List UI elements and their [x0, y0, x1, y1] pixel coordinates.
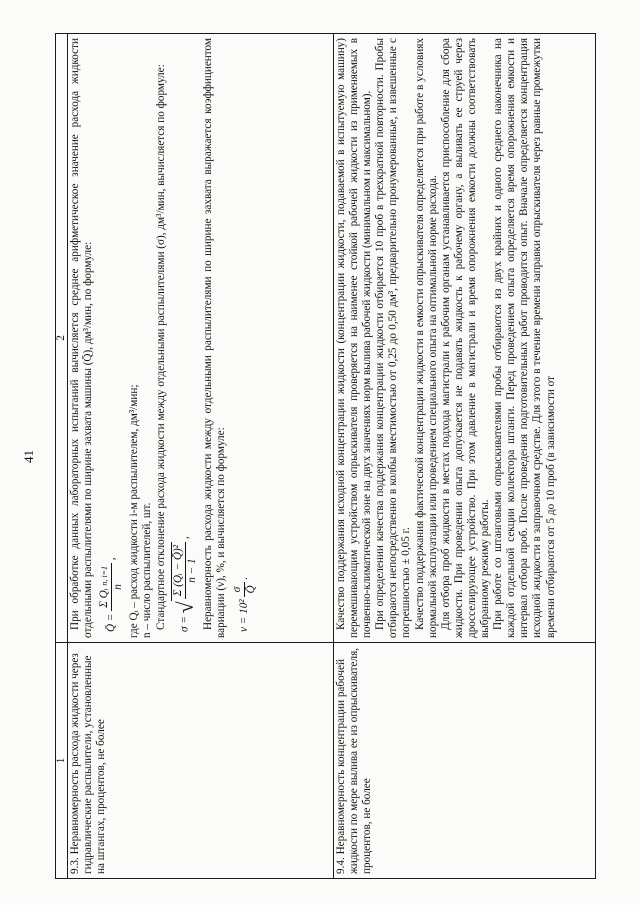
row-9-4-paragraph-5: При работе со штанговыми опрыскивателями пробы отбираются из двух крайних и одного среднего наконечника на каждой отдельной секции коллектора штанги. Перед проведением опыта определяется время опорожнения емкости и интервал отбора проб. После проведения подготовительных работ проводится опыт. Вначале определяется концентрация исходной жидкости в заправочном средстве. Для этого в течение времени заправки опрыскивателя через равные промежутки времени отбираются от 5 до 10 проб (в зависимости от: [492, 38, 557, 638]
header-row: [56, 34, 68, 879]
formula-variation-fraction: [231, 582, 258, 596]
page-number: 41: [21, 450, 36, 463]
row-9-4-paragraph-3: Качество поддержания фактической концентрации жидкости в емкости опрыскивателя определяется при работе в условиях нормальной эксплуатации или проведением специального опыта на оптимальной норме расхода.: [413, 38, 439, 638]
formula-mean-fraction: [98, 563, 125, 611]
formula-std-dev: [171, 38, 199, 632]
formula-mean-numerator: [98, 563, 112, 611]
row-9-4-paragraph-4: Для отбора проб жидкости в местах подхода магистрали к рабочим органам устанавливается приспособление для сбора жидкости. При проведении опыта допускается не подавать жидкость к рабочему органу, а выливать ее струей через дросселирующее устройство. При этом давление в магистрали и время опорожнения емкости должны соответствовать выбранному режиму работы.: [439, 38, 492, 638]
row-9-4-paragraph-2: При определении качества поддержания концентрации жидкости отбирается 10 проб в трехкратной повторности. Пробы отбираются непосредственно в колбы вместимостью от 0,25 до 0,50 дм³, предварительно пронумерованные, и взвешенные с погрешностью ± 0,05 г.: [374, 38, 413, 638]
formula-variation-lhs: ν = 10²: [238, 599, 251, 632]
formula-std-lhs: σ =: [178, 616, 191, 632]
sqrt-icon: √: [172, 601, 198, 614]
formula-variation: [231, 38, 258, 632]
rotated-content: [21, 34, 596, 879]
formula-mean-denominator: n: [112, 584, 125, 590]
row-9-3-where-1: где Qᵢ – расход жидкости i-м распылителем, дм³/мин;: [128, 384, 141, 638]
formula-std-denominator: n − 1: [185, 558, 198, 583]
table-row-9-3: [68, 34, 334, 879]
table-row-9-4: [334, 34, 596, 879]
header-col-1: 1: [56, 643, 68, 879]
formula-mean-flow: [98, 38, 125, 632]
row-9-3-paragraph-1: При обработке данных лабораторных испытаний вычисляется среднее арифметическое значение расхода жидкости отдельными распылителями по ширине захвата машины (Q̄), дм³/мин, по формуле:: [69, 38, 95, 638]
row-9-3-content: [68, 34, 334, 643]
formula-mean-lhs: Q̄ =: [105, 613, 118, 632]
row-9-3-paragraph-3: Неравномерность расхода жидкости между отдельными распылителями по ширине захвата выражается коэффициентом вариации (ν), %, и вычисляется по формуле:: [201, 38, 227, 638]
formula-std-numerator: Σ (Qᵢ − Q̄)²: [172, 542, 186, 599]
formula-std-radicand: [171, 542, 199, 601]
formula-variation-tail: .: [238, 576, 251, 580]
row-9-3-label: [68, 643, 334, 879]
formula-std-tail: ,: [178, 536, 191, 540]
row-9-4-label: [334, 643, 596, 879]
row-9-3-label-text: 9.3. Неравномерность расхода жидкости через гидравлические распылители, установленные на штангах, процентов, не более: [69, 653, 108, 874]
header-col-2: 2: [56, 34, 68, 643]
row-9-4-paragraph-1: Качество поддержания исходной концентрации жидкости (концентрации жидкости, подаваемой в испытуемую машину) перемешивающим устройством опрыскивателя проверяется на наименее стойкой рабочей жидкости из применяемых в почвенно-климатической зоне на двух значениях норм вылива рабочей жидкости (минимальном и максимальном).: [335, 38, 374, 638]
spec-table: [55, 33, 596, 879]
formula-mean-limits: n, i=1: [100, 566, 110, 586]
row-9-3-paragraph-2: Стандартное отклонение расхода жидкости между отдельными распылителями (σ), дм³/мин, вычисляется по формуле:: [154, 64, 167, 630]
formula-variation-numerator: σ: [231, 582, 245, 596]
row-9-4-content: [334, 34, 596, 643]
formula-mean-tail: ,: [105, 557, 118, 561]
row-9-3-where-2: n – число распылителей, шт.: [141, 502, 154, 638]
formula-variation-denominator: Q̄: [245, 585, 258, 594]
row-9-4-label-text: 9.4. Неравномерность концентрации рабочей жидкости по мере вылива ее из опрыскивателя, процентов, не более: [335, 647, 374, 874]
formula-std-fraction: [172, 542, 199, 599]
formula-mean-numerator-text: Σ Qᵢ: [98, 588, 111, 608]
